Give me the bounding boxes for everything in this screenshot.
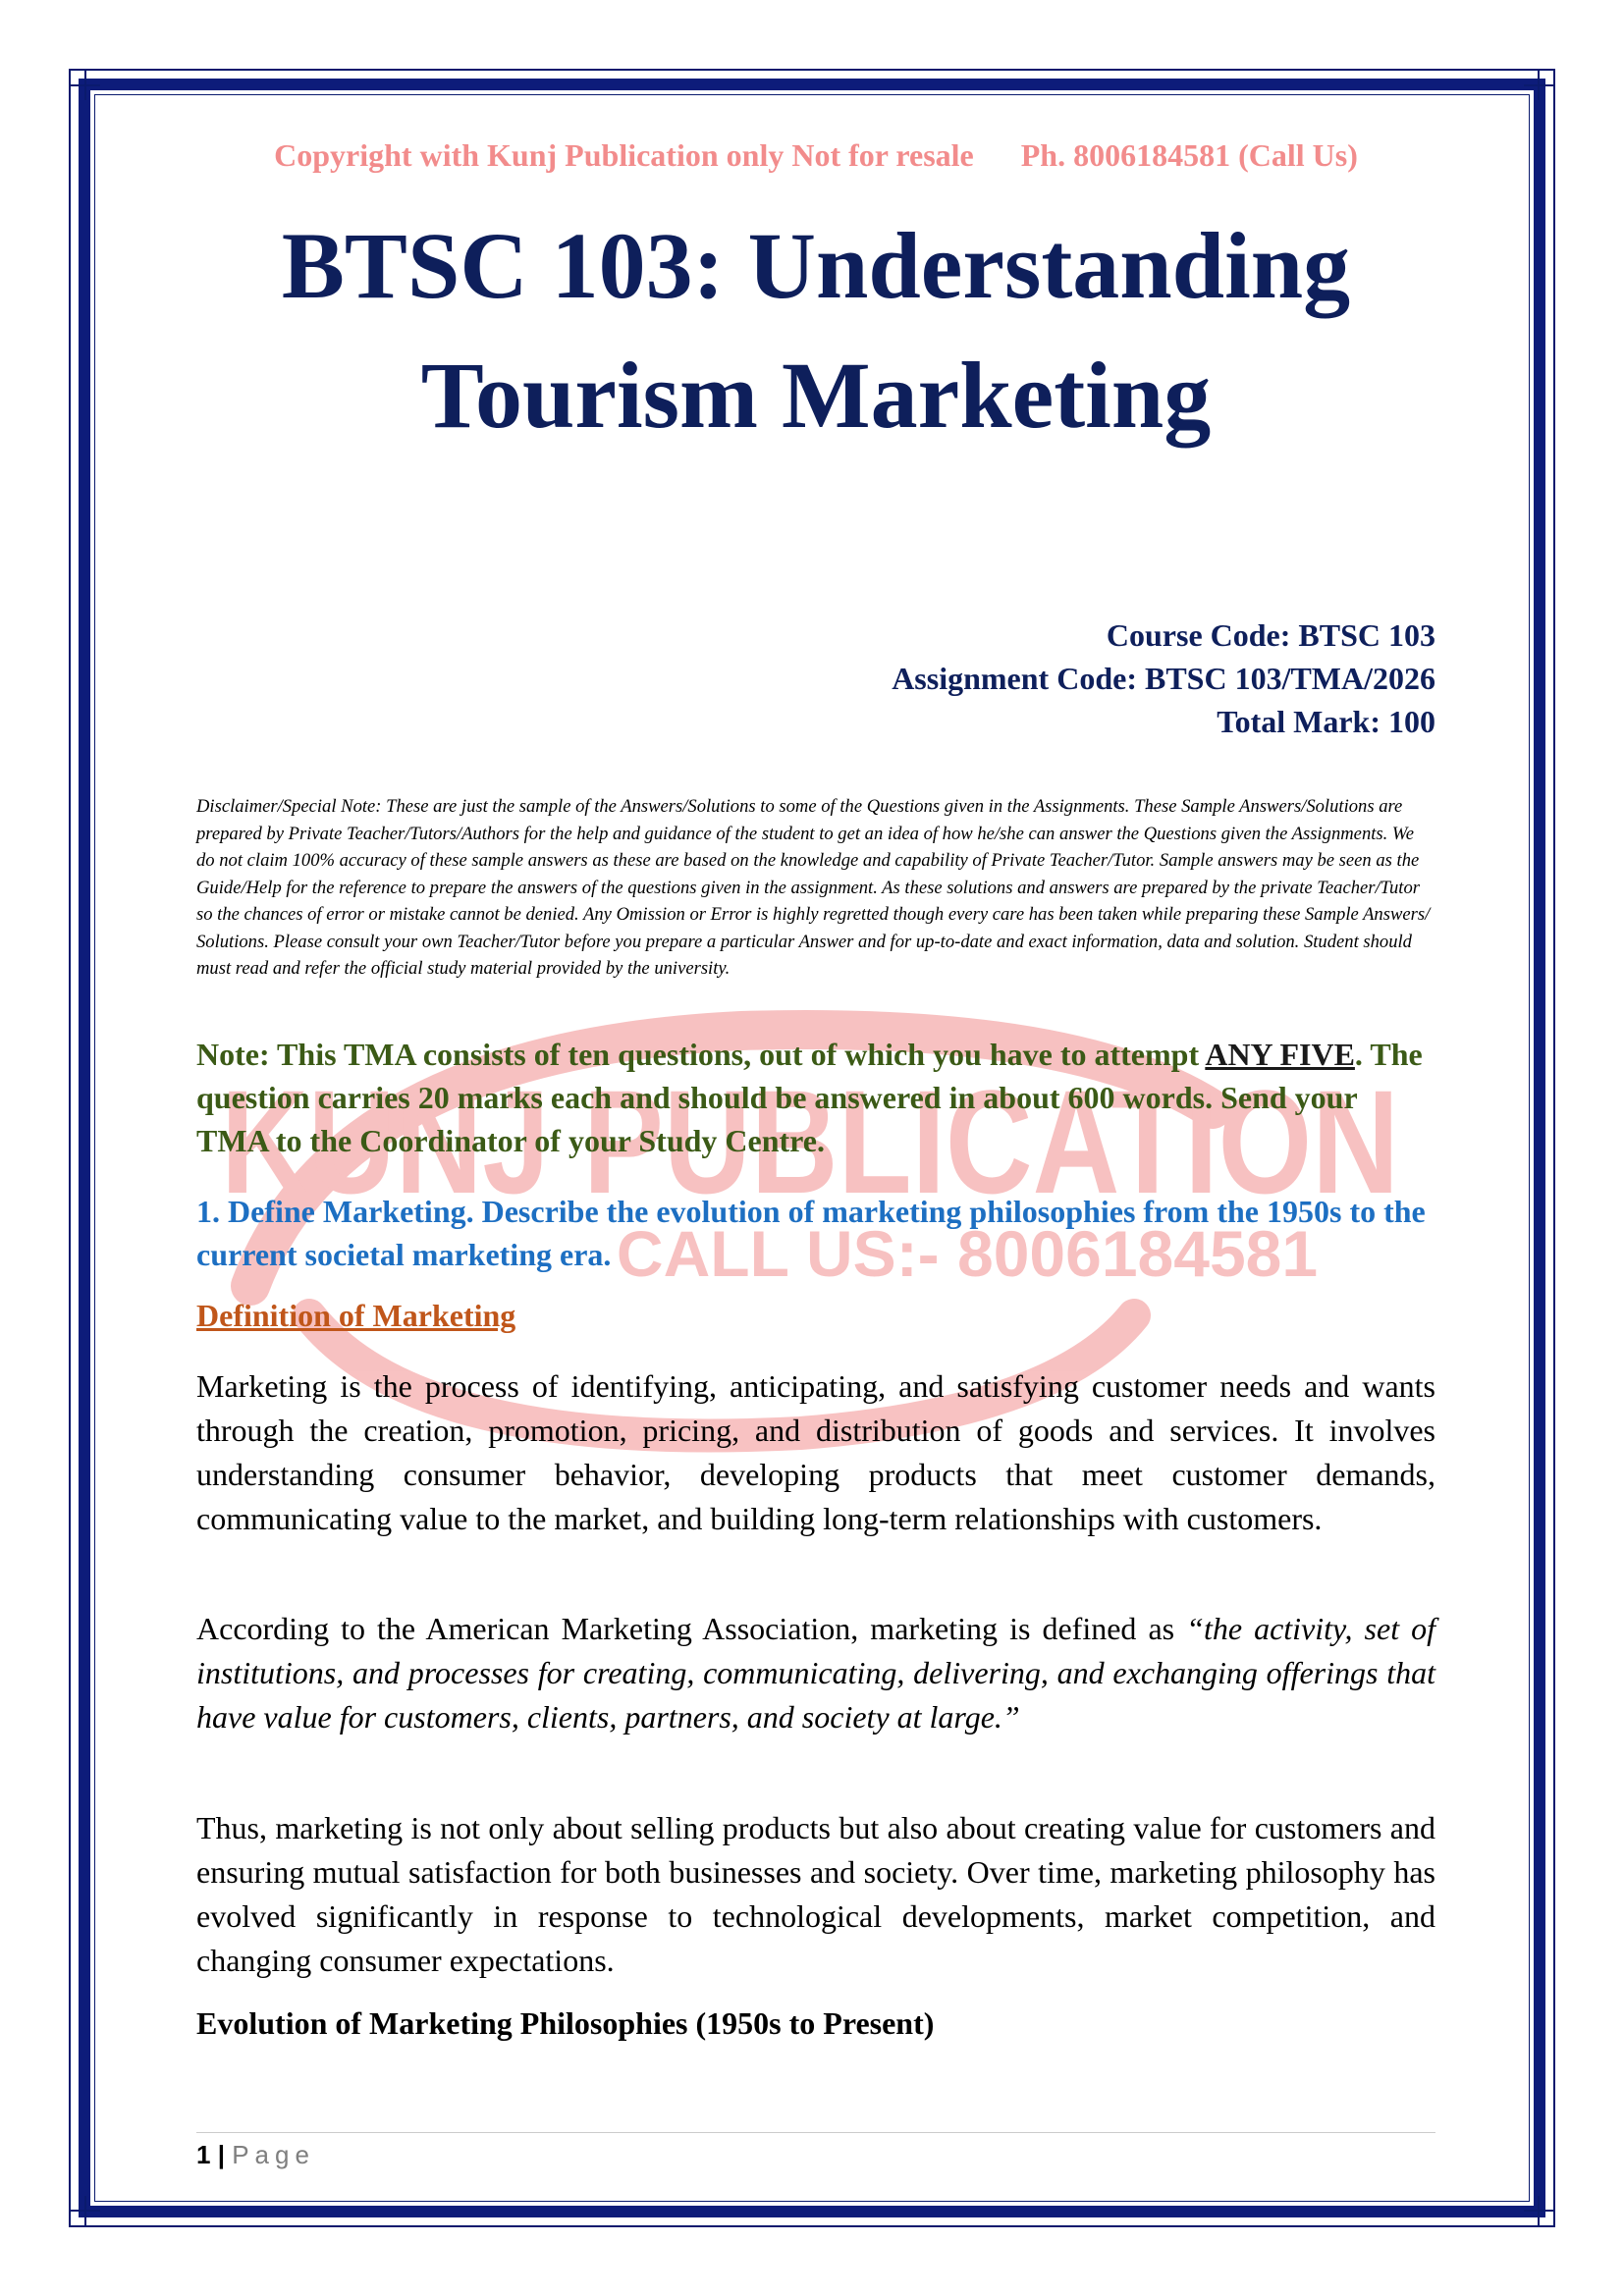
corner-ornament-bottom-left [71,2196,100,2225]
paragraph-3: Thus, marketing is not only about selling products but also about creating value for customers and ensuring mutual satisfaction for both businesses and society. Over time, marketing philosophy has evolved significantly in response to technological developments, market competition, and changing consumer expectations. [196,1810,1435,1978]
note-text-before: Note: This TMA consists of ten questions, out of which you have to attempt [196,1037,1206,1072]
page-label: Page [232,2140,315,2169]
assignment-code: Assignment Code: BTSC 103/TMA/2026 [892,661,1435,696]
paragraph-1: Marketing is the process of identifying, anticipating, and satisfying customer needs and wants through the creation, promotion, pricing, and distribution of goods and services. It involves understanding consumer behavior, developing products that meet customer demands, communicating value to the market, and building long-term relationships with customers. [196,1368,1435,1536]
disclaimer: Disclaimer/Special Note: These are just the sample of the Answers/Solutions to some of the Questions given in the Assignments. These Sample Answers/Solutions are prepared by Private Teacher/Tutors/Authors for the help and guidance of the student to get an idea of how he/she can answer the Questions given the Assignments. We do not claim 100% accuracy of these sample answers as these are based on the knowledge and capability of Private Teacher/Tutor. Sample answers may be seen as the Guide/Help for the reference to prepare the answers of the questions given in the assignment. As these solutions and answers are prepared by the private Teacher/Tutor so the chances of error or mistake cannot be denied. Any Omission or Error is highly regretted though every care has been taken while preparing these Sample Answers/ Solutions. Please consult your own Teacher/Tutor before you prepare a particular Answer and for up-to-date and exact information, data and solution. Student should must read and refer the official study material provided by the university. [196,796,1431,979]
note-text-after: . The question carries 20 marks each and should be answered in about 600 words. Send your TMA to the Coordinator of your Study Centre. [196,1037,1423,1158]
copyright-text: Copyright with Kunj Publication only Not for resale [274,137,974,173]
page-footer [196,2140,315,2170]
course-code: Course Code: BTSC 103 [1106,617,1435,653]
phone-text: Ph. 8006184581 (Call Us) [1020,137,1358,173]
evolution-heading: Evolution of Marketing Philosophies (1950s to Present) [196,2005,935,2041]
page-number: 1 [196,2140,211,2169]
question-1: 1. Define Marketing. Describe the evolution of marketing philosophies from the 1950s to the current societal marketing era. [196,1194,1426,1272]
watermark-brand-text: KUNJ PUBLICATION [221,1059,1399,1224]
footer-separator: | [217,2140,225,2169]
watermark-call-text: CALL US:- 8006184581 [616,1217,1319,1290]
title-line-1: BTSC 103: Understanding [281,213,1351,318]
tma-note [196,1033,1435,1162]
course-codes [196,614,1435,743]
note-underlined: ANY FIVE [1205,1037,1355,1072]
definition-heading: Definition of Marketing [196,1298,516,1333]
paragraph-2-intro: According to the American Marketing Association, marketing is defined as [196,1611,1187,1646]
ama-definition-quote: “the activity, set of institutions, and processes for creating, communicating, delivering, and exchanging offerings that have value for customers, clients, partners, and society at large.” [196,1611,1436,1735]
corner-ornament-bottom-right [1524,2196,1553,2225]
corner-ornament-top-left [71,71,100,100]
page-title [196,201,1435,460]
total-mark: Total Mark: 100 [1217,704,1435,739]
footer-divider [196,2132,1435,2133]
title-line-2: Tourism Marketing [420,343,1212,448]
copyright-line [196,137,1435,174]
corner-ornament-top-right [1524,71,1553,100]
paragraph-2 [196,1607,1435,1739]
